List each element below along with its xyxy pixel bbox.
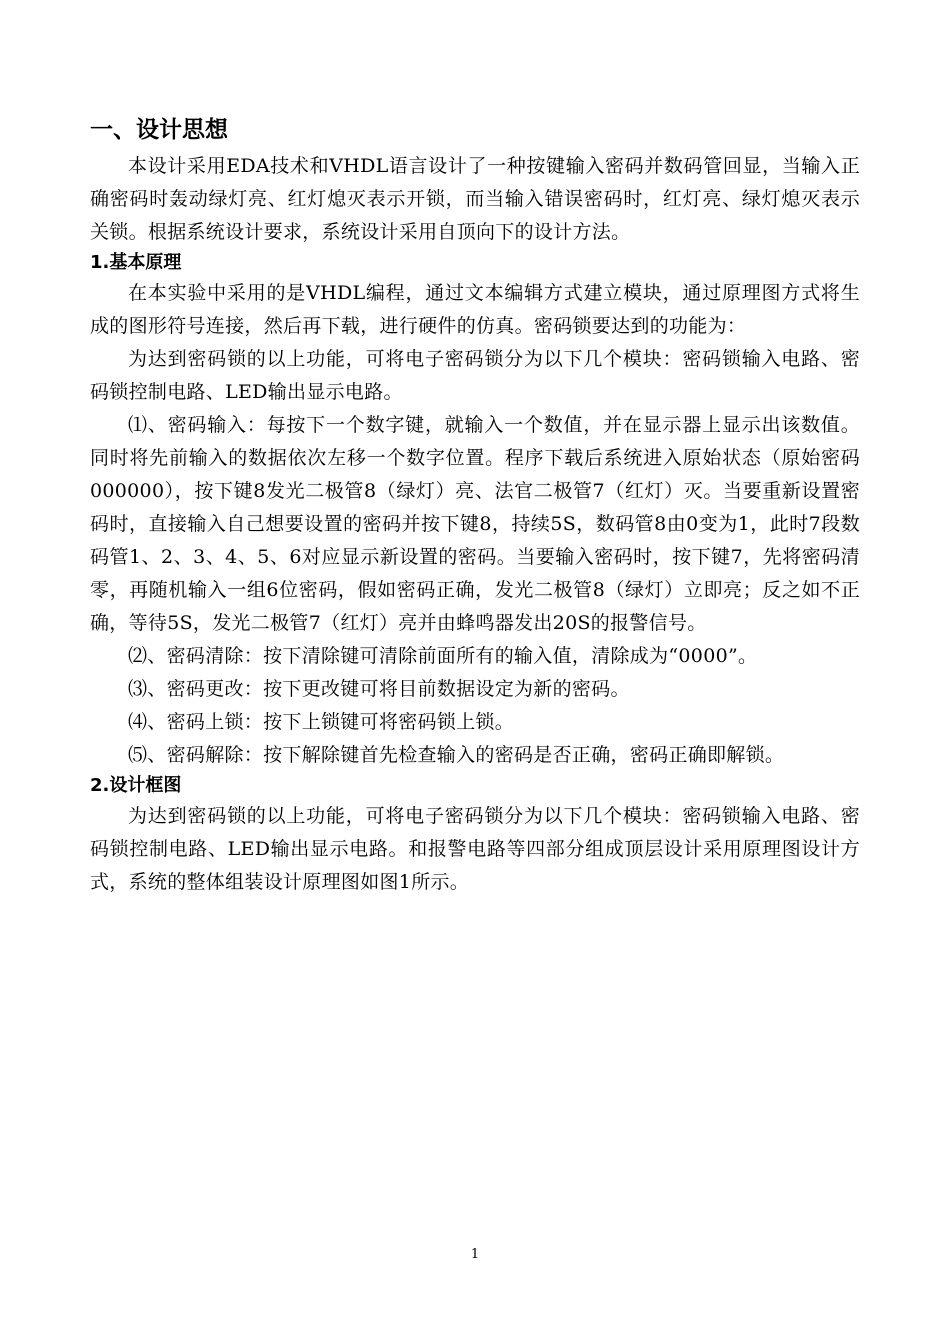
page-number: 1 — [470, 1247, 480, 1262]
design-diagram-paragraph: 为达到密码锁的以上功能，可将电子密码锁分为以下几个模块：密码锁输入电路、密码锁控制电路、LED输出显示电路。和报警电路等四部分组成顶层设计采用原理图设计方式，系统的整体组装设计原理图如图1所示。 — [90, 805, 860, 893]
list-item-password-unlock: ⑸、密码解除：按下解除键首先检查输入的密码是否正确，密码正确即解锁。 — [128, 744, 785, 766]
document-page — [90, 112, 860, 899]
basic-principle-paragraph-2: 为达到密码锁的以上功能，可将电子密码锁分为以下几个模块：密码锁输入电路、密码锁控制电路、LED输出显示电路。 — [90, 348, 860, 403]
subsection-title-basic-principle: 1.基本原理 — [90, 252, 182, 273]
list-item-password-input: ⑴、密码输入：每按下一个数字键，就输入一个数值，并在显示器上显示出该数值。同时将先前输入的数据依次左移一个数字位置。程序下载后系统进入原始状态（原始密码000000），按下键8发光二极管8（绿灯）亮、法官二极管7（红灯）灭。当要重新设置密码时，直接输入自己想要设置的密码并按下键8，持续5S，数码管8由0变为1，此时7段数码管1、2、3、4、5、6对应显示新设置的密码。当要输入密码时，按下键7，先将密码清零，再随机输入一组6位密码，假如密码正确，发光二极管8（绿灯）立即亮；反之如不正确，等待5S，发光二极管7（红灯）亮并由蜂鸣器发出20S的报警信号。 — [90, 414, 860, 634]
subsection-title-design-diagram: 2.设计框图 — [90, 775, 182, 796]
section-title: 一、设计思想 — [90, 117, 228, 143]
list-item-password-change: ⑶、密码更改：按下更改键可将目前数据设定为新的密码。 — [128, 678, 630, 700]
intro-paragraph: 本设计采用EDA技术和VHDL语言设计了一种按键输入密码并数码管回显，当输入正确密码时轰动绿灯亮、红灯熄灭表示开锁，而当输入错误密码时，红灯亮、绿灯熄灭表示关锁。根据系统设计要求，系统设计采用自顶向下的设计方法。 — [90, 155, 860, 243]
list-item-password-clear: ⑵、密码清除：按下清除键可清除前面所有的输入值，清除成为“0000”。 — [128, 645, 758, 667]
list-item-password-lock: ⑷、密码上锁：按下上锁键可将密码锁上锁。 — [128, 711, 515, 733]
basic-principle-paragraph-1: 在本实验中采用的是VHDL编程，通过文本编辑方式建立模块，通过原理图方式将生成的图形符号连接，然后再下载，进行硬件的仿真。密码锁要达到的功能为： — [90, 282, 860, 337]
